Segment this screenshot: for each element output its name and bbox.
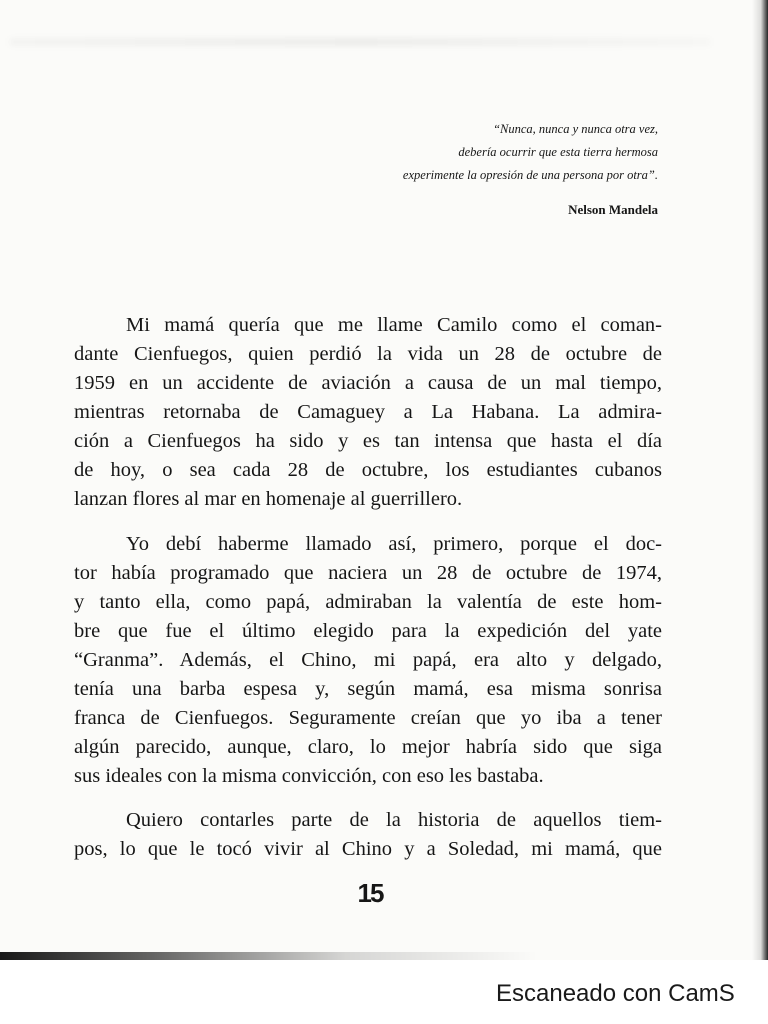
text-line: franca de Cienfuegos. Seguramente creían que yo iba a tener — [74, 707, 662, 729]
text-line: y tanto ella, como papá, admiraban la valentía de este hom- — [74, 591, 662, 613]
text-line: ción a Cienfuegos ha sido y es tan intensa que hasta el día — [74, 430, 662, 452]
text-line: pos, lo que le tocó vivir al Chino y a Soledad, mi mamá, que — [74, 838, 662, 860]
epigraph-line: experimente la opresión de una persona por otra”. — [402, 168, 658, 182]
page-number: 15 — [357, 878, 383, 908]
paragraph-3 — [74, 806, 662, 864]
epigraph-line: debería ocurrir que esta tierra hermosa — [458, 145, 658, 159]
page-edge-shadow — [752, 0, 768, 960]
text-line: Mi mamá quería que me llame Camilo como el coman- — [126, 314, 662, 336]
text-line: mientras retornaba de Camaguey a La Habana. La admira- — [74, 401, 662, 423]
text-line: “Granma”. Además, el Chino, mi papá, era alto y delgado, — [74, 649, 662, 671]
page-bottom-edge — [0, 952, 768, 960]
text-line: de hoy, o sea cada 28 de octubre, los estudiantes cubanos — [74, 459, 662, 481]
text-line: lanzan flores al mar en homenaje al guerrillero. — [74, 488, 463, 510]
text-line: bre que fue el último elegido para la expedición del yate — [74, 620, 662, 642]
text-line: sus ideales con la misma convicción, con eso les bastaba. — [74, 765, 544, 787]
text-line: algún parecido, aunque, claro, lo mejor habría sido que siga — [74, 736, 662, 758]
scanner-watermark: Escaneado con CamS — [496, 980, 735, 1007]
epigraph-line: “Nunca, nunca y nunca otra vez, — [493, 122, 658, 136]
paragraph-1 — [74, 311, 662, 514]
text-line: tor había programado que naciera un 28 de octubre de 1974, — [74, 562, 662, 584]
epigraph-author: Nelson Mandela — [568, 202, 658, 217]
scan-ghost-line — [10, 38, 710, 46]
epigraph-quote — [238, 118, 658, 187]
text-line: Quiero contarles parte de la historia de aquellos tiem- — [126, 809, 662, 831]
text-line: dante Cienfuegos, quien perdió la vida un 28 de octubre de — [74, 343, 662, 365]
text-line: 1959 en un accidente de aviación a causa de un mal tiempo, — [74, 372, 662, 394]
text-line: Yo debí haberme llamado así, primero, porque el doc- — [126, 533, 662, 555]
text-line: tenía una barba espesa y, según mamá, esa misma sonrisa — [74, 678, 662, 700]
paragraph-2 — [74, 530, 662, 791]
